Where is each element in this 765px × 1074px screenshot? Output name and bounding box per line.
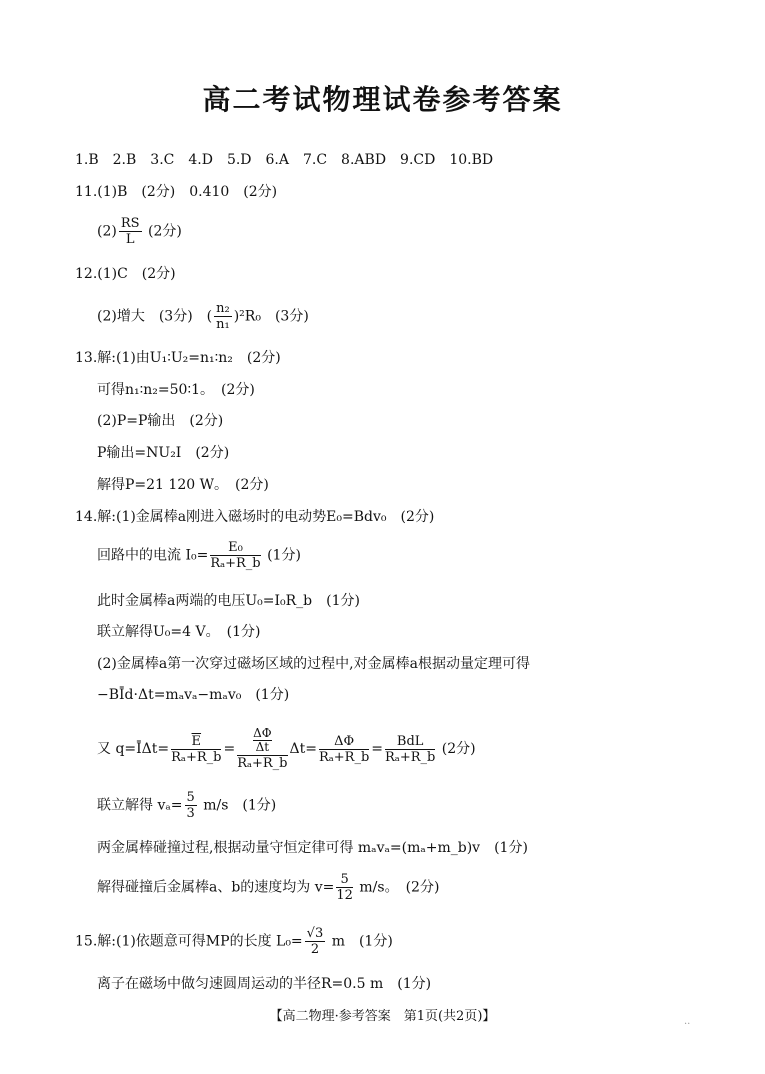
answer-line-16: −BĪd·Δt=mₐvₐ−mₐv₀ (1分): [97, 687, 290, 703]
answer-line-6: 13.解:(1)由U₁∶U₂=n₁∶n₂ (2分): [75, 350, 281, 366]
fraction: [385, 734, 435, 765]
denominator: Rₐ+R_b: [385, 749, 436, 765]
numerator: E₀: [210, 540, 260, 556]
fraction: [119, 216, 142, 247]
answer-line-7: 可得n₁∶n₂=50∶1。 (2分): [97, 382, 255, 398]
fraction: [171, 734, 221, 765]
text: m/s (1分): [203, 797, 277, 814]
text: m (1分): [331, 933, 393, 950]
fraction: [237, 727, 287, 771]
text: m/s。 (2分): [359, 879, 440, 896]
numerator: ΔΦ: [319, 734, 369, 750]
numerator: [237, 727, 287, 756]
text: Δt=: [289, 741, 317, 757]
numerator: 5: [186, 790, 195, 805]
answer-line-9: P输出=NU₂I (2分): [97, 445, 230, 461]
inner-numerator: ΔΦ: [253, 726, 272, 740]
page-title: 高二考试物理试卷参考答案: [202, 83, 563, 116]
fraction: [319, 734, 369, 765]
text: 又 q=ĪΔt=: [97, 741, 170, 757]
text: (2分): [441, 741, 476, 757]
text: (1分): [267, 547, 301, 564]
denominator: Rₐ+R_b: [210, 556, 261, 571]
fraction: [336, 872, 353, 903]
inner-denominator: Δt: [255, 740, 270, 754]
answer-line-12: [97, 540, 301, 571]
numerator: 5: [336, 872, 353, 888]
numerator: $\overline{E}$: [171, 734, 221, 750]
answer-line-17: 又 q=ĪΔt= $\frac{\overline{E}}{\text{Rₐ+R\_b}}$ = $\frac{\frac{\Delta\Phi}{\Delta t}}{\text{Rₐ+R\_b}}$ Δt= $\frac{\Delta\Phi}{\text{Rₐ+R\_b}}$ = $\frac{\text{BdL}}{\text{Rₐ+R\_b}}$ (2分): [97, 726, 476, 771]
fraction: [305, 926, 326, 957]
answer-line-22: 离子在磁场中做匀速圆周运动的半径R=0.5 m (1分): [97, 976, 432, 992]
answer-line-20: [97, 872, 439, 903]
answer-line-3: [97, 216, 182, 247]
corner-mark: ..: [684, 1016, 691, 1027]
denominator: Rₐ+R_b: [237, 756, 288, 771]
text: (2): [97, 223, 117, 240]
fraction: [210, 540, 260, 571]
answer-line-19: 两金属棒碰撞过程,根据动量守恒定律可得 mₐvₐ=(mₐ+m_b)v (1分): [97, 840, 528, 856]
text: 15.解:(1)依题意可得MP的长度 L₀=: [75, 933, 303, 950]
page-footer: 【高二物理·参考答案 第1页(共2页)】: [269, 1009, 496, 1024]
numerator: n₂: [216, 301, 230, 316]
numerator: RS: [120, 216, 140, 231]
answer-line-10: 解得P=21 120 W。 (2分): [97, 477, 269, 493]
text: 联立解得 vₐ=: [97, 797, 183, 814]
answer-line-1: 1.B 2.B 3.C 4.D 5.D 6.A 7.C 8.ABD 9.CD 10.BD: [75, 152, 494, 168]
denominator: Rₐ+R_b: [171, 749, 222, 765]
answer-line-4: 12.(1)C (2分): [75, 266, 176, 282]
fraction: [214, 301, 232, 332]
text: (2分): [148, 223, 182, 240]
denominator: n₁: [216, 317, 230, 332]
denominator: 3: [186, 806, 195, 821]
answer-line-2: 11.(1)B (2分) 0.410 (2分): [75, 184, 278, 200]
answer-line-13: 此时金属棒a两端的电压U₀=I₀R_b (1分): [97, 593, 360, 609]
inner-fraction: [253, 727, 272, 754]
denominator: Rₐ+R_b: [318, 749, 370, 765]
text: 解得碰撞后金属棒a、b的速度均为 v=: [97, 879, 335, 896]
answer-line-11: 14.解:(1)金属棒a刚进入磁场时的电动势E₀=Bdv₀ (2分): [75, 509, 435, 525]
text: (2)增大 (3分) (: [97, 308, 213, 325]
numerator: √3: [306, 926, 324, 941]
denominator: 2: [310, 942, 320, 957]
answer-line-21: [75, 926, 393, 957]
fraction: [185, 790, 197, 821]
answer-line-5: [97, 301, 309, 332]
denominator: L: [125, 232, 135, 247]
denominator: 12: [336, 888, 353, 903]
answer-line-15: (2)金属棒a第一次穿过磁场区域的过程中,对金属棒a根据动量定理可得: [97, 656, 530, 672]
answer-line-8: (2)P=P输出 (2分): [97, 413, 224, 429]
answer-line-14: 联立解得U₀=4 V。 (1分): [97, 624, 261, 640]
numerator: BdL: [385, 734, 435, 750]
text: )²R₀ (3分): [233, 308, 309, 325]
text: 回路中的电流 I₀=: [97, 547, 209, 564]
answer-line-18: [97, 790, 276, 821]
